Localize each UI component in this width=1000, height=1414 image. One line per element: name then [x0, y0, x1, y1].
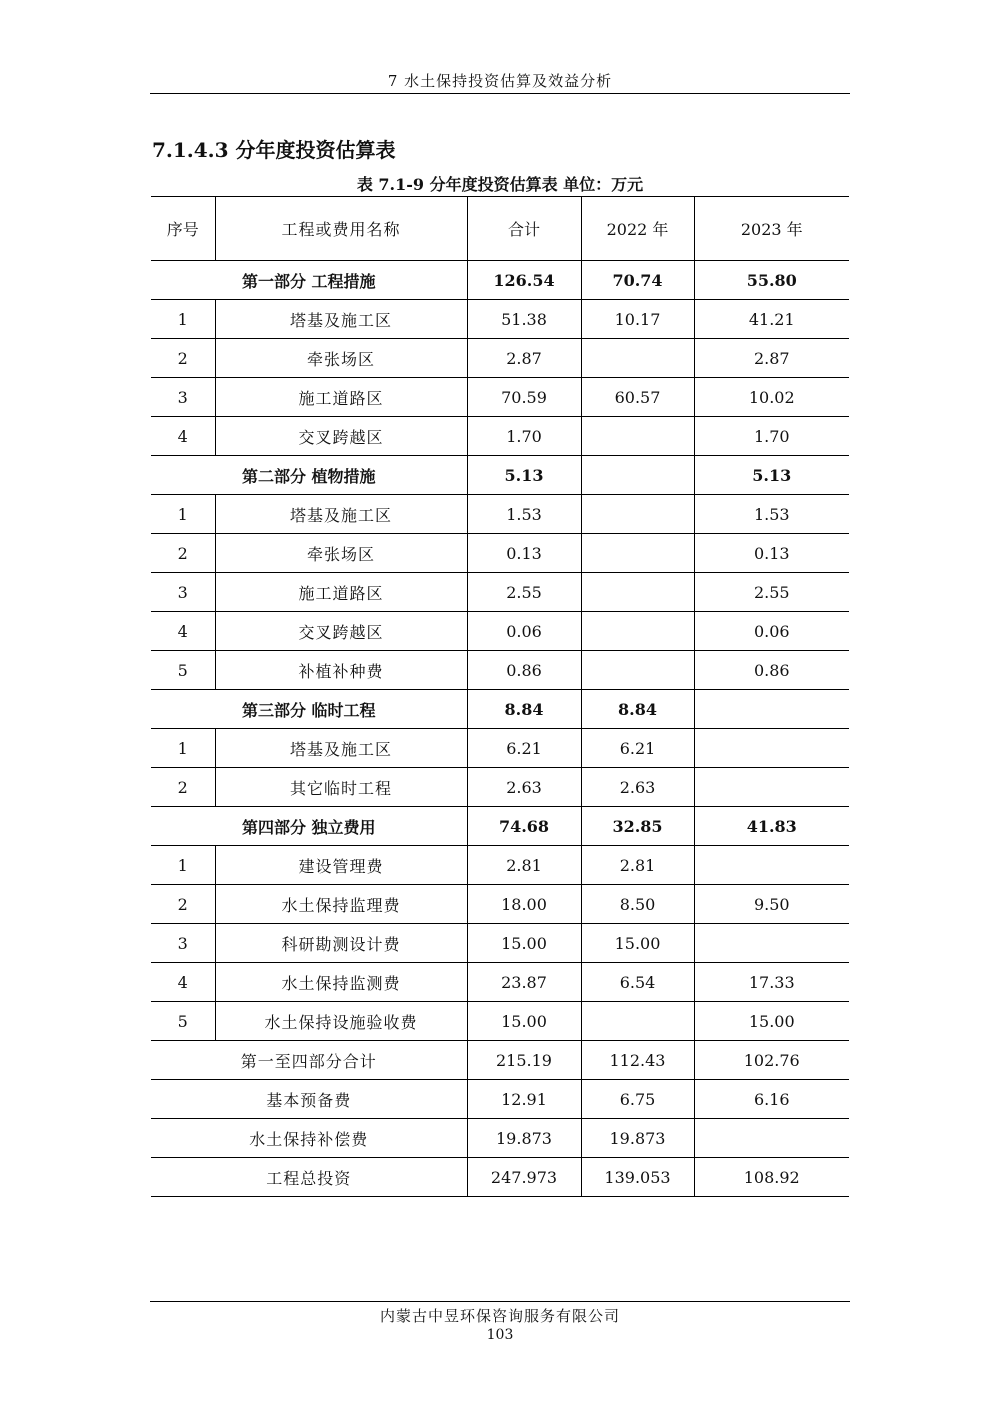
- total-y2023: [694, 1119, 849, 1158]
- row-name: 交叉跨越区: [215, 417, 467, 456]
- row-index: 1: [151, 729, 215, 768]
- part-y2022: [581, 456, 694, 495]
- row-y2022: [581, 1002, 694, 1041]
- row-total: 0.13: [467, 534, 581, 573]
- row-name: 补植补种费: [215, 651, 467, 690]
- row-name: 其它临时工程: [215, 768, 467, 807]
- row-y2023: 1.53: [694, 495, 849, 534]
- table-row: [151, 378, 849, 417]
- part-name: 第三部分 临时工程: [151, 690, 467, 729]
- footer-rule: [150, 1301, 850, 1302]
- row-y2023: 17.33: [694, 963, 849, 1002]
- table-row: [151, 846, 849, 885]
- row-index: 4: [151, 612, 215, 651]
- investment-table: [151, 196, 849, 1197]
- row-y2022: 10.17: [581, 300, 694, 339]
- total-total: 12.91: [467, 1080, 581, 1119]
- row-y2022: [581, 573, 694, 612]
- row-y2023: [694, 729, 849, 768]
- row-name: 牵张场区: [215, 534, 467, 573]
- row-y2022: [581, 339, 694, 378]
- col-header-index: 序号: [151, 197, 215, 261]
- row-total: 70.59: [467, 378, 581, 417]
- row-total: 2.87: [467, 339, 581, 378]
- table-row: [151, 651, 849, 690]
- row-name: 牵张场区: [215, 339, 467, 378]
- row-index: 5: [151, 651, 215, 690]
- row-y2022: 8.50: [581, 885, 694, 924]
- total-row: [151, 1041, 849, 1080]
- header-rule: [150, 93, 850, 94]
- row-total: 18.00: [467, 885, 581, 924]
- row-y2023: [694, 768, 849, 807]
- row-y2023: [694, 846, 849, 885]
- row-total: 23.87: [467, 963, 581, 1002]
- total-row: [151, 1119, 849, 1158]
- row-y2023: 2.87: [694, 339, 849, 378]
- row-y2023: [694, 924, 849, 963]
- row-total: 0.86: [467, 651, 581, 690]
- part-total: 8.84: [467, 690, 581, 729]
- total-y2022: 6.75: [581, 1080, 694, 1119]
- table-row: [151, 963, 849, 1002]
- total-y2023: 102.76: [694, 1041, 849, 1080]
- row-index: 3: [151, 924, 215, 963]
- row-name: 科研勘测设计费: [215, 924, 467, 963]
- row-y2023: 15.00: [694, 1002, 849, 1041]
- part-row: [151, 690, 849, 729]
- row-index: 5: [151, 1002, 215, 1041]
- row-index: 2: [151, 534, 215, 573]
- part-y2023: 55.80: [694, 261, 849, 300]
- total-y2022: 112.43: [581, 1041, 694, 1080]
- col-header-name: 工程或费用名称: [215, 197, 467, 261]
- table-row: [151, 339, 849, 378]
- total-row: [151, 1080, 849, 1119]
- part-y2022: 70.74: [581, 261, 694, 300]
- row-total: 51.38: [467, 300, 581, 339]
- part-row: [151, 456, 849, 495]
- row-y2022: [581, 417, 694, 456]
- total-y2023: 6.16: [694, 1080, 849, 1119]
- running-header: 7 水土保持投资估算及效益分析: [387, 72, 613, 90]
- table-row: [151, 534, 849, 573]
- table-row: [151, 885, 849, 924]
- table-header-row: [151, 197, 849, 261]
- row-y2023: 41.21: [694, 300, 849, 339]
- row-index: 1: [151, 495, 215, 534]
- table-row: [151, 573, 849, 612]
- row-name: 水土保持监理费: [215, 885, 467, 924]
- row-index: 2: [151, 768, 215, 807]
- part-name: 第四部分 独立费用: [151, 807, 467, 846]
- row-name: 施工道路区: [215, 378, 467, 417]
- row-total: 2.63: [467, 768, 581, 807]
- row-y2023: 1.70: [694, 417, 849, 456]
- row-index: 1: [151, 846, 215, 885]
- row-y2022: 60.57: [581, 378, 694, 417]
- row-total: 1.70: [467, 417, 581, 456]
- part-y2023: 41.83: [694, 807, 849, 846]
- total-name: 工程总投资: [151, 1158, 467, 1197]
- row-index: 4: [151, 963, 215, 1002]
- row-name: 水土保持监测费: [215, 963, 467, 1002]
- row-name: 塔基及施工区: [215, 495, 467, 534]
- row-y2023: 0.06: [694, 612, 849, 651]
- total-row: [151, 1158, 849, 1197]
- part-y2023: [694, 690, 849, 729]
- part-y2022: 32.85: [581, 807, 694, 846]
- part-y2022: 8.84: [581, 690, 694, 729]
- col-header-total: 合计: [467, 197, 581, 261]
- total-name: 第一至四部分合计: [151, 1041, 467, 1080]
- row-y2023: 2.55: [694, 573, 849, 612]
- total-name: 基本预备费: [151, 1080, 467, 1119]
- part-row: [151, 261, 849, 300]
- row-index: 3: [151, 573, 215, 612]
- row-y2022: [581, 651, 694, 690]
- table-row: [151, 495, 849, 534]
- row-name: 建设管理费: [215, 846, 467, 885]
- row-name: 塔基及施工区: [215, 300, 467, 339]
- row-y2022: [581, 534, 694, 573]
- row-index: 3: [151, 378, 215, 417]
- part-y2023: 5.13: [694, 456, 849, 495]
- row-index: 2: [151, 885, 215, 924]
- section-title: 7.1.4.3 分年度投资估算表: [152, 138, 396, 162]
- col-header-2023: 2023 年: [694, 197, 849, 261]
- row-y2022: 6.54: [581, 963, 694, 1002]
- part-name: 第二部分 植物措施: [151, 456, 467, 495]
- row-y2022: [581, 495, 694, 534]
- total-name: 水土保持补偿费: [151, 1119, 467, 1158]
- row-total: 15.00: [467, 924, 581, 963]
- table-row: [151, 924, 849, 963]
- part-total: 126.54: [467, 261, 581, 300]
- row-name: 水土保持设施验收费: [215, 1002, 467, 1041]
- total-total: 215.19: [467, 1041, 581, 1080]
- row-index: 1: [151, 300, 215, 339]
- row-total: 1.53: [467, 495, 581, 534]
- part-total: 5.13: [467, 456, 581, 495]
- table-row: [151, 417, 849, 456]
- row-total: 0.06: [467, 612, 581, 651]
- total-y2022: 139.053: [581, 1158, 694, 1197]
- table-caption: 表 7.1-9 分年度投资估算表 单位：万元: [356, 175, 644, 194]
- row-y2022: 6.21: [581, 729, 694, 768]
- footer-company: 内蒙古中昱环保咨询服务有限公司: [379, 1307, 620, 1325]
- row-index: 2: [151, 339, 215, 378]
- row-y2023: 0.86: [694, 651, 849, 690]
- row-y2022: 15.00: [581, 924, 694, 963]
- col-header-2022: 2022 年: [581, 197, 694, 261]
- row-y2023: 0.13: [694, 534, 849, 573]
- table-row: [151, 300, 849, 339]
- row-total: 2.81: [467, 846, 581, 885]
- part-row: [151, 807, 849, 846]
- row-total: 15.00: [467, 1002, 581, 1041]
- row-name: 交叉跨越区: [215, 612, 467, 651]
- row-y2022: 2.81: [581, 846, 694, 885]
- row-y2022: 2.63: [581, 768, 694, 807]
- page-number: 103: [486, 1327, 514, 1343]
- part-total: 74.68: [467, 807, 581, 846]
- table-body: [151, 261, 849, 1197]
- table-row: [151, 1002, 849, 1041]
- table-row: [151, 729, 849, 768]
- row-name: 施工道路区: [215, 573, 467, 612]
- row-total: 6.21: [467, 729, 581, 768]
- row-y2023: 9.50: [694, 885, 849, 924]
- total-y2022: 19.873: [581, 1119, 694, 1158]
- total-y2023: 108.92: [694, 1158, 849, 1197]
- row-y2022: [581, 612, 694, 651]
- part-name: 第一部分 工程措施: [151, 261, 467, 300]
- total-total: 19.873: [467, 1119, 581, 1158]
- row-index: 4: [151, 417, 215, 456]
- total-total: 247.973: [467, 1158, 581, 1197]
- table-row: [151, 612, 849, 651]
- row-total: 2.55: [467, 573, 581, 612]
- row-name: 塔基及施工区: [215, 729, 467, 768]
- row-y2023: 10.02: [694, 378, 849, 417]
- table-row: [151, 768, 849, 807]
